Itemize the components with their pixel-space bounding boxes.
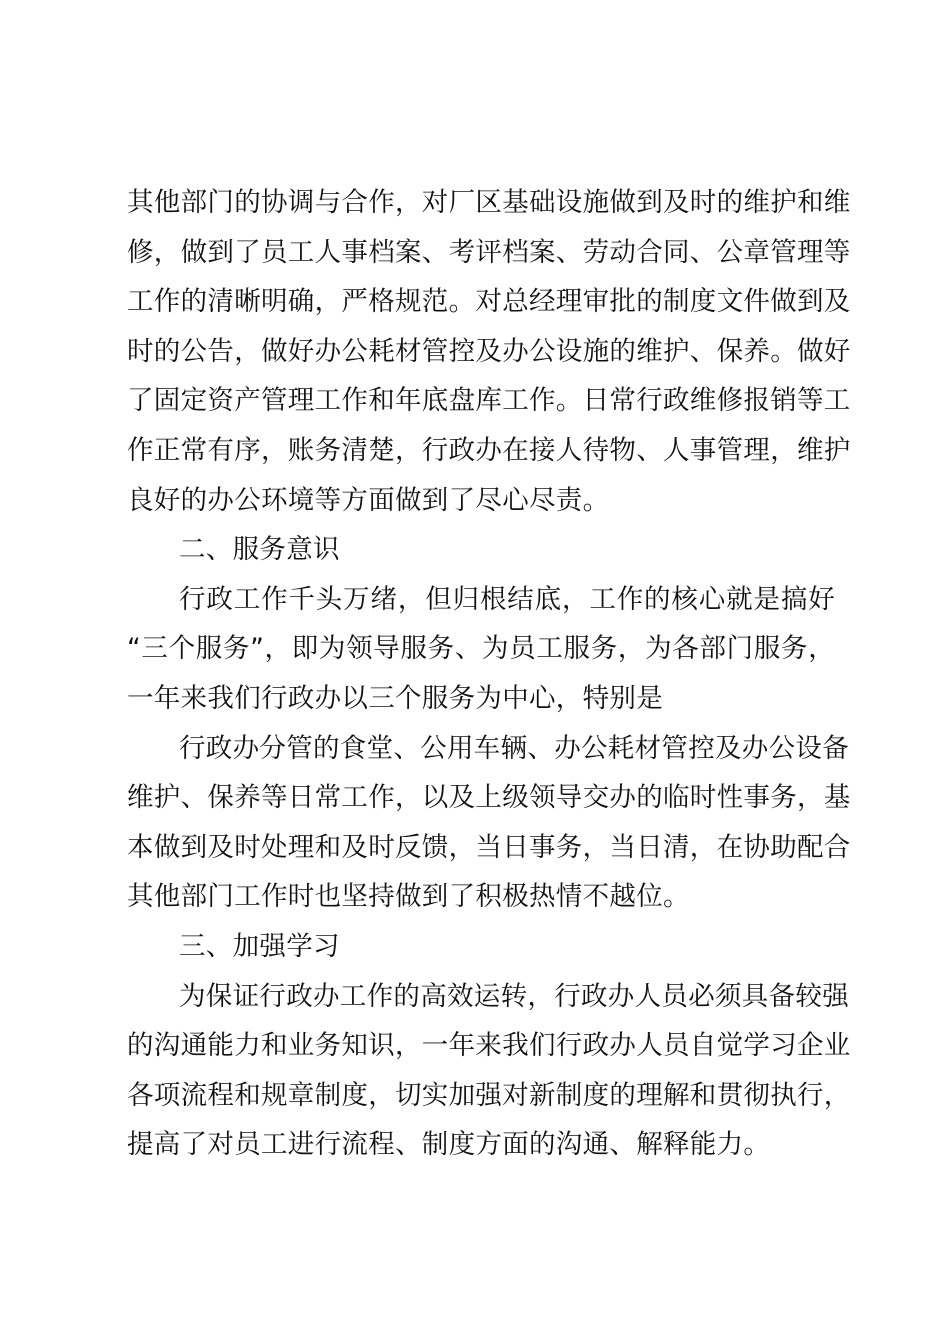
paragraph-line: 其他部门工作时也坚持做到了积极热情不越位。 [127,881,690,913]
paragraph-line: 维护、保养等日常工作，以及上级领导交办的临时性事务，基 [127,782,851,814]
paragraph-line: 修，做到了员工人事档案、考评档案、劳动合同、公章管理等 [127,236,851,268]
paragraph-line: “三个服务”，即为领导服务、为员工服务，为各部门服务， [127,633,835,665]
section-heading: 三、加强学习 [179,930,340,962]
paragraph-line: 了固定资产管理工作和年底盘库工作。日常行政维修报销等工 [127,385,851,417]
paragraph-line: 本做到及时处理和及时反馈，当日事务，当日清，在协助配合 [127,831,851,863]
paragraph-line: 提高了对员工进行流程、制度方面的沟通、解释能力。 [127,1129,771,1161]
paragraph-line: 工作的清晰明确，严格规范。对总经理审批的制度文件做到及 [127,286,851,318]
paragraph-line: 各项流程和规章制度，切实加强对新制度的理解和贯彻执行， [127,1079,851,1111]
paragraph-line: 的沟通能力和业务知识，一年来我们行政办人员自觉学习企业 [127,1030,851,1062]
paragraph-line: 其他部门的协调与合作，对厂区基础设施做到及时的维护和维 [127,187,851,218]
document-body [127,178,851,1170]
paragraph-line: 为保证行政办工作的高效运转，行政办人员必须具备较强 [179,980,849,1012]
paragraph-line: 一年来我们行政办以三个服务为中心，特别是 [127,682,663,714]
paragraph-line: 行政办分管的食堂、公用车辆、办公耗材管控及办公设备 [179,732,849,764]
paragraph-line: 良好的办公环境等方面做到了尽心尽责。 [127,484,610,516]
paragraph-line: 时的公告，做好办公耗材管控及办公设施的维护、保养。做好 [127,335,851,367]
paragraph-line: 行政工作千头万绪，但归根结底，工作的核心就是搞好 [179,583,835,615]
paragraph-line: 作正常有序，账务清楚，行政办在接人待物、人事管理，维护 [127,434,851,466]
section-heading: 二、服务意识 [179,534,340,566]
